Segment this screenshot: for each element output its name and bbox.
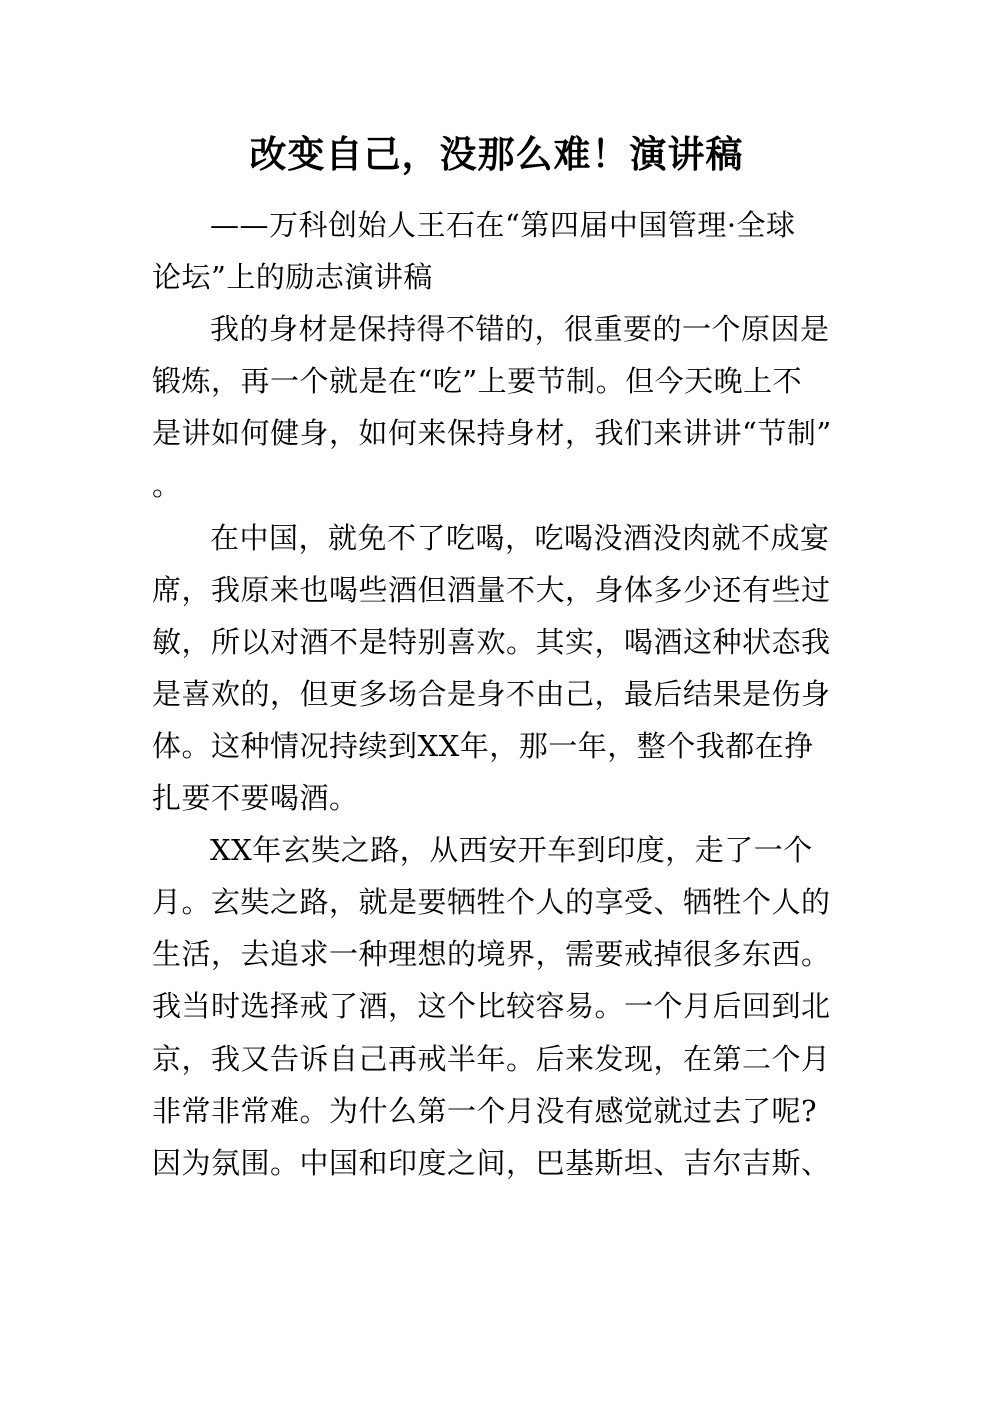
text-line: 体。这种情况持续到XX年，那一年，整个我都在挣	[152, 728, 814, 763]
text-line: 敏，所以对酒不是特别喜欢。其实，喝酒这种状态我	[152, 624, 831, 659]
text-line: 月。玄奘之路，就是要牺牲个人的享受、牺牲个人的	[152, 885, 831, 920]
text-line: 是讲如何健身，如何来保持身材，我们来讲讲“节制”	[152, 416, 832, 451]
text-line: 非常非常难。为什么第一个月没有感觉就过去了呢?	[152, 1093, 818, 1128]
text-line: 我的身材是保持得不错的，很重要的一个原因是	[210, 312, 830, 347]
text-line: 京，我又告诉自己再戒半年。后来发现，在第二个月	[152, 1041, 831, 1076]
text-line: ——万科创始人王石在“第四届中国管理·全球	[210, 208, 796, 242]
text-line: 席，我原来也喝些酒但酒量不大，身体多少还有些过	[152, 572, 831, 607]
text-line: 是喜欢的，但更多场合是身不由己，最后结果是伤身	[152, 676, 831, 711]
text-line: 论坛”上的励志演讲稿	[152, 260, 433, 295]
text-line: 因为氛围。中国和印度之间，巴基斯坦、吉尔吉斯、	[152, 1145, 831, 1180]
text-line: 锻炼，再一个就是在“吃”上要节制。但今天晚上不	[152, 364, 803, 399]
text-line: 生活，去追求一种理想的境界，需要戒掉很多东西。	[152, 937, 831, 972]
text-line: 我当时选择戒了酒，这个比较容易。一个月后回到北	[152, 989, 831, 1024]
text-line: 扎要不要喝酒。	[152, 781, 359, 816]
text-line: 在中国，就免不了吃喝，吃喝没酒没肉就不成宴	[210, 520, 830, 555]
document-title: 改变自己，没那么难！演讲稿	[249, 133, 744, 176]
text-line: XX年玄奘之路，从西安开车到印度，走了一个	[210, 833, 813, 868]
text-line: 。	[152, 468, 182, 503]
document-body	[152, 199, 852, 1189]
